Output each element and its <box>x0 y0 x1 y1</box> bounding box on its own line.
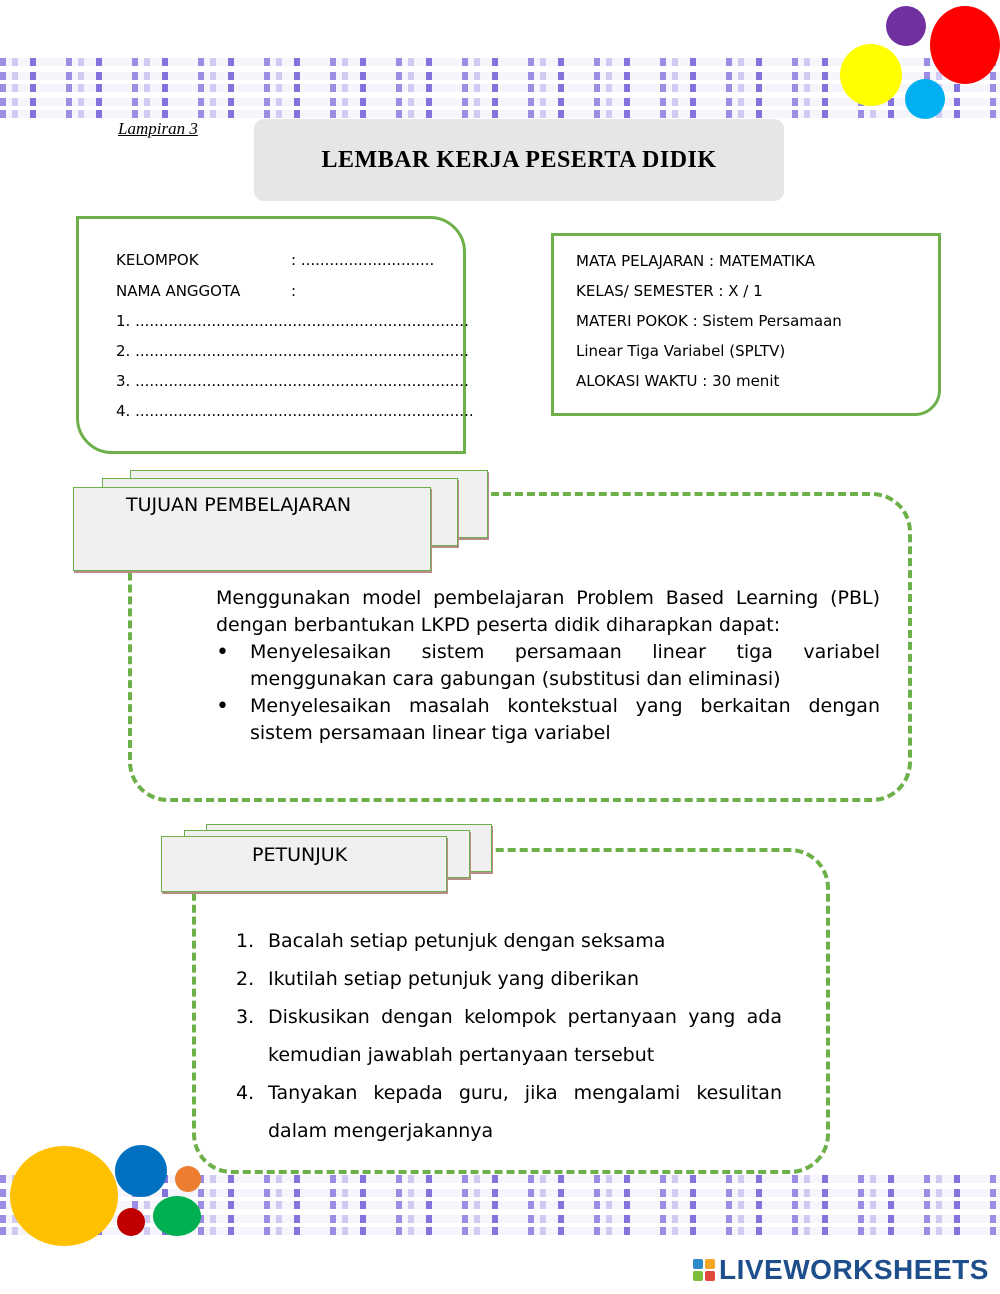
page-title: LEMBAR KERJA PESERTA DIDIK <box>321 146 717 173</box>
list-item <box>236 960 782 998</box>
mata-pelajaran: MATA PELAJARAN : MATEMATIKA <box>576 252 815 270</box>
petunjuk-heading: PETUNJUK <box>252 844 348 866</box>
step-text: Diskusikan dengan kelompok pertanyaan yang ada kemudian jawablah pertanyaan tersebut <box>268 1006 782 1066</box>
tujuan-body <box>216 585 880 747</box>
kelas-semester: KELAS/ SEMESTER : X / 1 <box>576 282 763 300</box>
list-item <box>236 998 782 1074</box>
lampiran-label: Lampiran 3 <box>118 119 198 138</box>
purple-circle <box>886 6 926 46</box>
tujuan-bullet-2: • Menyelesaikan masalah kontekstual yang berkaitan dengan sistem persamaan linear tiga variabel <box>216 693 880 747</box>
blue-circle <box>115 1145 167 1197</box>
green-circle <box>153 1196 201 1236</box>
step-number: 2. <box>236 968 255 990</box>
anggota-label: NAMA ANGGOTA <box>116 282 241 300</box>
step-number: 3. <box>236 1006 255 1028</box>
alokasi-waktu: ALOKASI WAKTU : 30 menit <box>576 372 780 390</box>
title-box <box>254 119 784 201</box>
liveworksheets-text: LIVEWORKSHEETS <box>719 1254 989 1285</box>
liveworksheets-logo[interactable] <box>693 1254 989 1286</box>
petunjuk-steps <box>236 922 782 1150</box>
member-field-2[interactable]: 2. ...................................................................... <box>116 342 469 360</box>
step-text: Tanyakan kepada guru, jika mengalami kesulitan dalam mengerjakannya <box>268 1082 782 1142</box>
list-item <box>236 1074 782 1150</box>
yellow-circle <box>840 44 902 106</box>
kelompok-label: KELOMPOK <box>116 251 199 269</box>
liveworksheets-mark-icon <box>693 1259 715 1281</box>
orange-yellow-circle <box>10 1146 118 1246</box>
materi-pokok-cont: Linear Tiga Variabel (SPLTV) <box>576 342 786 360</box>
tujuan-bullet-1: • Menyelesaikan sistem persamaan linear tiga variabel menggunakan cara gabungan (substitusi dan eliminasi) <box>216 639 880 693</box>
member-field-1[interactable]: 1. ...................................................................... <box>116 312 469 330</box>
cyan-circle <box>905 79 945 119</box>
tujuan-intro: Menggunakan model pembelajaran Problem Based Learning (PBL) dengan berbantukan LKPD peserta didik diharapkan dapat: <box>216 587 880 636</box>
step-text: Bacalah setiap petunjuk dengan seksama <box>268 930 666 952</box>
dark-red-circle <box>117 1208 145 1236</box>
red-circle <box>930 6 1000 84</box>
tujuan-heading: TUJUAN PEMBELAJARAN <box>126 494 352 516</box>
kelompok-field[interactable]: : ............................ <box>291 251 435 269</box>
orange-circle <box>175 1166 201 1192</box>
step-number: 4. <box>236 1082 255 1104</box>
member-field-3[interactable]: 3. ...................................................................... <box>116 372 469 390</box>
materi-pokok: MATERI POKOK : Sistem Persamaan <box>576 312 842 330</box>
list-item <box>236 922 782 960</box>
member-field-4[interactable]: 4. ....................................................................... <box>116 402 474 420</box>
anggota-colon: : <box>291 282 297 300</box>
step-number: 1. <box>236 930 255 952</box>
step-text: Ikutilah setiap petunjuk yang diberikan <box>268 968 640 990</box>
